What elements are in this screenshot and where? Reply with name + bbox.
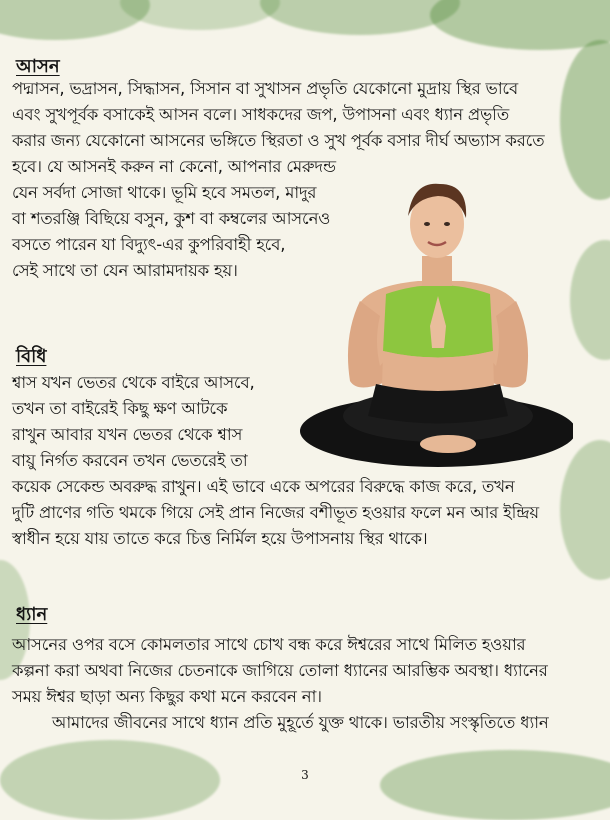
method-paragraph bbox=[12, 370, 539, 552]
text-line: বসতে পারেন যা বিদ্যুৎ-এর কুপরিবাহী হবে, bbox=[12, 235, 286, 254]
text-line: বা শতরঞ্জি বিছিয়ে বসুন, কুশ বা কম্বলের আসনেও bbox=[12, 209, 331, 228]
text-line: শ্বাস যখন ভেতর থেকে বাইরে আসবে, bbox=[12, 373, 255, 392]
asana-heading: আসন bbox=[16, 56, 60, 77]
meditation-paragraph bbox=[12, 632, 548, 736]
text-line: রাখুন আবার যখন ভেতর থেকে শ্বাস bbox=[12, 425, 243, 444]
text-line: বায়ু নির্গত করবেন তখন ভেতরেই তা bbox=[12, 451, 248, 470]
text-line: কয়েক সেকেন্ড অবরুদ্ধ রাখুন। এই ভাবে একে অপরের বিরুদ্ধে কাজ করে, তখন bbox=[12, 477, 515, 496]
text-line: স্বাধীন হয়ে যায় তাতে করে চিত্ত নির্মিল হয়ে উপাসনায় স্থির থাকে। bbox=[12, 529, 428, 548]
text-line: সেই সাথে তা যেন আরামদায়ক হয়। bbox=[12, 261, 238, 280]
text-line: এবং সুখপূর্বক বসাকেই আসন বলে। সাধকদের জপ, উপাসনা এবং ধ্যান প্রভৃতি bbox=[12, 105, 510, 124]
text-line: দুটি প্রাণের গতি থমকে গিয়ে সেই প্রান নিজের বশীভূত হওয়ার ফলে মন আর ইন্দ্রিয় bbox=[12, 503, 539, 522]
text-line: হবে। যে আসনই করুন না কেনো, আপনার মেরুদন্ড bbox=[12, 157, 336, 176]
text-line: করার জন্য যেকোনো আসনের ভঙ্গিতে স্থিরতা ও সুখ পূর্বক বসার দীর্ঘ অভ্যাস করতে bbox=[12, 131, 545, 150]
text-line: তখন তা বাইরেই কিছু ক্ষণ আটকে bbox=[12, 399, 228, 418]
text-line: পদ্মাসন, ভদ্রাসন, সিদ্ধাসন, সিসান বা সুখাসন প্রভৃতি যেকোনো মুদ্রায় স্থির ভাবে bbox=[12, 79, 519, 98]
text-line: আসনের ওপর বসে কোমলতার সাথে চোখ বন্ধ করে ঈশ্বরের সাথে মিলিত হওয়ার bbox=[12, 635, 526, 654]
text-line: কল্পনা করা অথবা নিজের চেতনাকে জাগিয়ে তোলা ধ্যানের আরম্ভিক অবস্থা। ধ্যানের bbox=[12, 661, 548, 680]
meditation-heading: ধ্যান bbox=[16, 604, 48, 625]
text-line: যেন সর্বদা সোজা থাকে। ভূমি হবে সমতল, মাদুর bbox=[12, 183, 317, 202]
text-line: সময় ঈশ্বর ছাড়া অন্য কিছুর কথা মনে করবেন না। bbox=[12, 687, 322, 706]
text-line: আমাদের জীবনের সাথে ধ্যান প্রতি মুহূর্তে যুক্ত থাকে। ভারতীয় সংস্কৃতিতে ধ্যান bbox=[52, 713, 549, 732]
page-number: 3 bbox=[301, 768, 309, 782]
method-heading: বিধি bbox=[16, 346, 47, 367]
